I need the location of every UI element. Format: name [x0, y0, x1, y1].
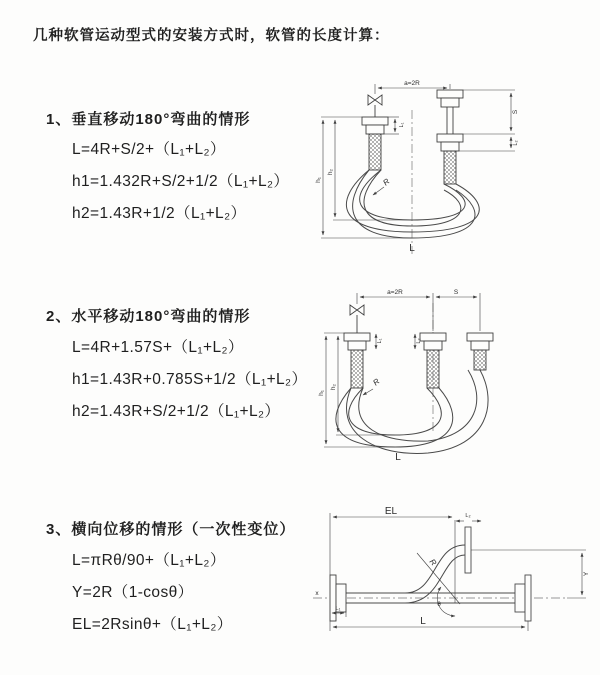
- dim-label-a2r: a=2R: [404, 80, 420, 87]
- flange-fitting: [465, 527, 471, 573]
- section3-formula-EL: EL=2Rsinθ+（L₁+L₂）: [72, 616, 233, 633]
- braided-hose-section: [474, 350, 486, 370]
- centerline-x-label: x: [315, 590, 319, 597]
- section1-formula-L: L=4R+S/2+（L₁+L₂）: [72, 141, 226, 158]
- hose-u-bend: [346, 170, 479, 238]
- flange-fitting: [467, 333, 493, 341]
- left-pipe: [362, 95, 388, 170]
- dim-label-l1: L₁: [377, 338, 383, 344]
- section2-heading: 2、水平移动180°弯曲的情形: [46, 308, 251, 325]
- section3-formula-L: L=πRθ/90+（L₁+L₂）: [72, 552, 226, 569]
- angle-theta-label: θ: [437, 601, 441, 608]
- dim-label-l2: L₂: [513, 140, 519, 146]
- radius-label: R: [427, 557, 439, 568]
- flange-fitting: [344, 333, 370, 341]
- dim-label-h1: h₁: [315, 177, 322, 183]
- length-label: L: [409, 243, 415, 254]
- dim-label-h2: h₂: [327, 168, 334, 176]
- dim-label-l1: L₁: [399, 122, 405, 128]
- right-pipe: [437, 90, 463, 184]
- radius-label: R: [381, 176, 392, 188]
- dim-label-s: S: [512, 109, 519, 115]
- section2-formula-h2: h2=1.43R+S/2+1/2（L₁+L₂）: [72, 403, 281, 420]
- section2-formula-L: L=4R+1.57S+（L₁+L₂）: [72, 339, 244, 356]
- flange-fitting: [437, 90, 463, 98]
- valve-icon: [368, 95, 382, 105]
- flange-fitting: [362, 117, 388, 125]
- flange-fitting: [420, 333, 446, 341]
- dim-label-a2r: a=2R: [387, 289, 403, 296]
- dim-label-s: S: [453, 289, 459, 296]
- section1-formula-h2: h2=1.43R+1/2（L₁+L₂）: [72, 205, 247, 222]
- section1-formula-h1: h1=1.432R+S/2+1/2（L₁+L₂）: [72, 173, 290, 190]
- dim-label-l2: L₂: [416, 338, 422, 344]
- left-flange: [330, 575, 346, 621]
- length-label: L: [395, 452, 401, 463]
- flange-fitting: [515, 584, 525, 612]
- dimension-lines: [324, 293, 480, 447]
- braided-hose-section: [444, 151, 456, 184]
- braided-hose-section: [369, 134, 381, 170]
- dim-label-el: EL: [384, 506, 398, 517]
- diagram-vertical-180-bend: [315, 72, 590, 257]
- dim-label-l2: L₂: [465, 513, 471, 519]
- page-title: 几种软管运动型式的安装方式时，软管的长度计算：: [33, 28, 390, 44]
- braided-hose-section: [427, 350, 439, 388]
- section2-formula-h1: h1=1.43R+0.785S+1/2（L₁+L₂）: [72, 371, 308, 388]
- length-label: L: [420, 616, 426, 627]
- dimension-lines: [330, 513, 586, 631]
- valve-icon: [350, 305, 364, 315]
- diagram-horizontal-180-bend: [318, 283, 590, 463]
- diagram-lateral-displacement: [305, 505, 598, 640]
- dim-label-h2: h₂: [330, 383, 337, 391]
- section3-formula-Y: Y=2R（1-cosθ）: [72, 584, 194, 601]
- flange-fitting: [437, 134, 463, 142]
- dim-label-l1: L₁: [335, 606, 341, 612]
- section3-heading: 3、横向位移的情形（一次性变位）: [46, 521, 296, 538]
- section1-heading: 1、垂直移动180°弯曲的情形: [46, 111, 251, 128]
- dim-label-y: Y: [583, 571, 590, 577]
- radius-label: R: [371, 376, 382, 388]
- flange-fitting: [330, 575, 336, 621]
- dim-label-h1: h₁: [318, 390, 325, 396]
- braided-hose-section: [351, 350, 363, 388]
